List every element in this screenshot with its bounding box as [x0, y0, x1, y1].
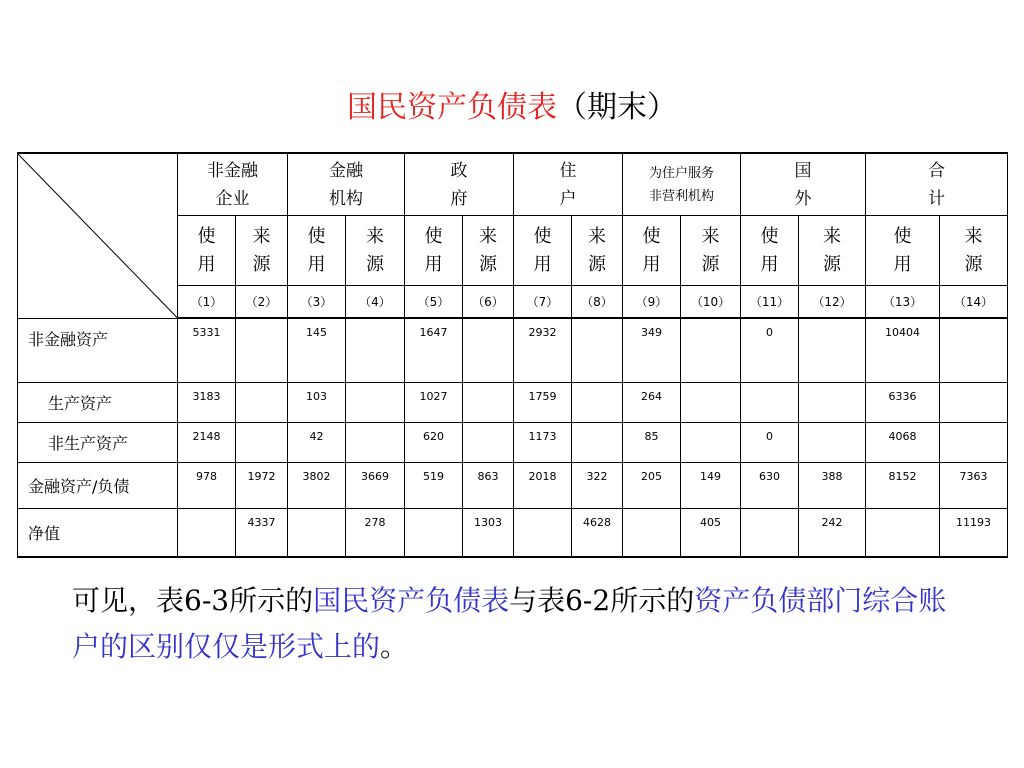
column-number-cell: （4） — [346, 286, 405, 319]
sector-label-line: 合 — [928, 160, 946, 181]
value-cell: 3183 — [178, 382, 236, 422]
source-header-cell — [463, 216, 514, 286]
source-label: 来 源 — [588, 225, 606, 275]
value-cell: 630 — [741, 462, 799, 508]
column-number-cell: （14） — [940, 286, 1008, 319]
sector-label-line: 非金融 — [207, 160, 258, 181]
value-cell — [346, 422, 405, 462]
column-number-cell: （10） — [681, 286, 741, 319]
sector-label-line: 企业 — [215, 188, 250, 209]
table-body — [18, 318, 1008, 557]
caption-part: 与表6-2所示的 — [509, 584, 695, 617]
value-cell: 620 — [405, 422, 463, 462]
use-label: 使 用 — [893, 225, 912, 275]
value-cell — [799, 382, 866, 422]
value-cell — [940, 382, 1008, 422]
row-nonproduced-assets — [18, 422, 1008, 462]
caption-link-sector-accounts: 资产负债部门综合账户的区别仅仅是形式上的 — [72, 584, 947, 663]
sector-label-line: 住 — [559, 160, 577, 181]
use-label: 使 用 — [307, 225, 326, 275]
use-label: 使 用 — [197, 225, 216, 275]
title-main: 国民资产负债表 — [347, 90, 557, 125]
sector-label-line: 国 — [794, 160, 812, 181]
source-header-cell — [236, 216, 288, 286]
title-suffix: （期末） — [557, 90, 677, 125]
value-cell: 1303 — [463, 508, 514, 557]
value-cell: 2018 — [514, 462, 572, 508]
source-label: 来 源 — [366, 225, 384, 275]
value-cell: 2932 — [514, 318, 572, 382]
row-nonfinancial-assets — [18, 318, 1008, 382]
value-cell — [799, 318, 866, 382]
value-cell — [514, 508, 572, 557]
caption-part: 可见，表6-3所示的 — [72, 584, 314, 617]
value-cell: 5331 — [178, 318, 236, 382]
value-cell: 322 — [572, 462, 623, 508]
value-cell — [940, 422, 1008, 462]
caption-text — [72, 578, 972, 670]
value-cell: 519 — [405, 462, 463, 508]
caption-link-national-balance-sheet: 国民资产负债表 — [313, 584, 510, 617]
value-cell: 6336 — [866, 382, 940, 422]
value-cell — [236, 382, 288, 422]
value-cell: 405 — [681, 508, 741, 557]
use-header-cell — [623, 216, 681, 286]
sector-label-line: 政 — [450, 160, 468, 181]
use-label: 使 用 — [533, 225, 552, 275]
column-number-cell: （6） — [463, 286, 514, 319]
value-cell: 1173 — [514, 422, 572, 462]
source-header-cell — [681, 216, 741, 286]
use-header-cell — [514, 216, 572, 286]
value-cell — [346, 318, 405, 382]
page-title — [0, 82, 1024, 126]
column-number-cell: （8） — [572, 286, 623, 319]
use-header-cell — [866, 216, 940, 286]
source-label: 来 源 — [252, 225, 271, 275]
value-cell: 1647 — [405, 318, 463, 382]
value-cell: 11193 — [940, 508, 1008, 557]
balance-sheet-table-wrapper — [17, 152, 1008, 558]
row-financial-assets-liabilities — [18, 462, 1008, 508]
value-cell: 145 — [288, 318, 346, 382]
sector-header-nonfin-corp — [178, 153, 288, 216]
value-cell — [178, 508, 236, 557]
row-label: 金融资产/负债 — [18, 462, 178, 508]
value-cell — [463, 318, 514, 382]
source-label: 来 源 — [964, 225, 983, 275]
use-header-cell — [405, 216, 463, 286]
sector-header-household — [514, 153, 623, 216]
use-label: 使 用 — [642, 225, 661, 275]
use-header-cell — [178, 216, 236, 286]
value-cell — [741, 382, 799, 422]
value-cell — [346, 382, 405, 422]
value-cell: 149 — [681, 462, 741, 508]
use-header-cell — [741, 216, 799, 286]
column-number-cell: （9） — [623, 286, 681, 319]
row-label: 非金融资产 — [18, 318, 178, 382]
value-cell: 4337 — [236, 508, 288, 557]
value-cell: 242 — [799, 508, 866, 557]
caption-part: 。 — [380, 630, 409, 663]
source-label: 来 源 — [823, 225, 842, 275]
value-cell — [940, 318, 1008, 382]
row-label: 净值 — [18, 508, 178, 557]
value-cell: 978 — [178, 462, 236, 508]
sector-label-line: 非营利机构 — [649, 188, 715, 204]
value-cell: 388 — [799, 462, 866, 508]
value-cell: 3802 — [288, 462, 346, 508]
value-cell: 0 — [741, 422, 799, 462]
sector-label-line: 金融 — [329, 160, 363, 181]
value-cell: 278 — [346, 508, 405, 557]
value-cell — [681, 318, 741, 382]
column-number-cell: （3） — [288, 286, 346, 319]
value-cell: 103 — [288, 382, 346, 422]
use-header-cell — [288, 216, 346, 286]
value-cell: 205 — [623, 462, 681, 508]
source-label: 来 源 — [479, 225, 497, 275]
value-cell — [572, 382, 623, 422]
value-cell — [572, 318, 623, 382]
value-cell — [463, 422, 514, 462]
sector-header-total — [866, 153, 1008, 216]
value-cell: 4068 — [866, 422, 940, 462]
value-cell — [288, 508, 346, 557]
use-label: 使 用 — [424, 225, 443, 275]
row-net-worth — [18, 508, 1008, 557]
row-produced-assets — [18, 382, 1008, 422]
value-cell: 42 — [288, 422, 346, 462]
column-number-cell: （1） — [178, 286, 236, 319]
value-cell: 4628 — [572, 508, 623, 557]
sector-header-government — [405, 153, 514, 216]
column-number-cell: （5） — [405, 286, 463, 319]
value-cell — [681, 382, 741, 422]
value-cell: 7363 — [940, 462, 1008, 508]
value-cell: 2148 — [178, 422, 236, 462]
sector-header-rest-of-world — [741, 153, 866, 216]
value-cell — [236, 422, 288, 462]
value-cell: 1759 — [514, 382, 572, 422]
value-cell: 10404 — [866, 318, 940, 382]
header-row-sectors — [18, 153, 1008, 216]
value-cell — [236, 318, 288, 382]
value-cell: 3669 — [346, 462, 405, 508]
sector-header-npish — [623, 153, 741, 216]
source-header-cell — [572, 216, 623, 286]
sector-label-line: 计 — [928, 188, 946, 209]
sector-label-line: 为住户服务 — [649, 165, 715, 181]
value-cell: 349 — [623, 318, 681, 382]
row-label: 生产资产 — [18, 382, 178, 422]
value-cell: 85 — [623, 422, 681, 462]
source-label: 来 源 — [701, 225, 720, 275]
sector-label-line: 外 — [794, 188, 812, 209]
corner-cell — [18, 153, 178, 318]
column-number-cell: （11） — [741, 286, 799, 319]
value-cell — [405, 508, 463, 557]
balance-sheet-table — [17, 152, 1008, 558]
value-cell — [572, 422, 623, 462]
corner-diagonal — [18, 154, 177, 318]
sector-label-line: 户 — [559, 188, 577, 209]
value-cell — [799, 422, 866, 462]
column-number-cell: （2） — [236, 286, 288, 319]
source-header-cell — [346, 216, 405, 286]
source-header-cell — [940, 216, 1008, 286]
row-label: 非生产资产 — [18, 422, 178, 462]
value-cell — [463, 382, 514, 422]
use-label: 使 用 — [760, 225, 779, 275]
column-number-cell: （7） — [514, 286, 572, 319]
value-cell: 1027 — [405, 382, 463, 422]
value-cell: 264 — [623, 382, 681, 422]
value-cell — [741, 508, 799, 557]
value-cell — [681, 422, 741, 462]
column-number-cell: （12） — [799, 286, 866, 319]
value-cell: 1972 — [236, 462, 288, 508]
value-cell: 0 — [741, 318, 799, 382]
source-header-cell — [799, 216, 866, 286]
value-cell: 863 — [463, 462, 514, 508]
value-cell — [866, 508, 940, 557]
sector-header-fin-inst — [288, 153, 405, 216]
value-cell: 8152 — [866, 462, 940, 508]
sector-label-line: 府 — [450, 188, 468, 209]
column-number-cell: （13） — [866, 286, 940, 319]
sector-label-line: 机构 — [329, 188, 363, 209]
value-cell — [623, 508, 681, 557]
